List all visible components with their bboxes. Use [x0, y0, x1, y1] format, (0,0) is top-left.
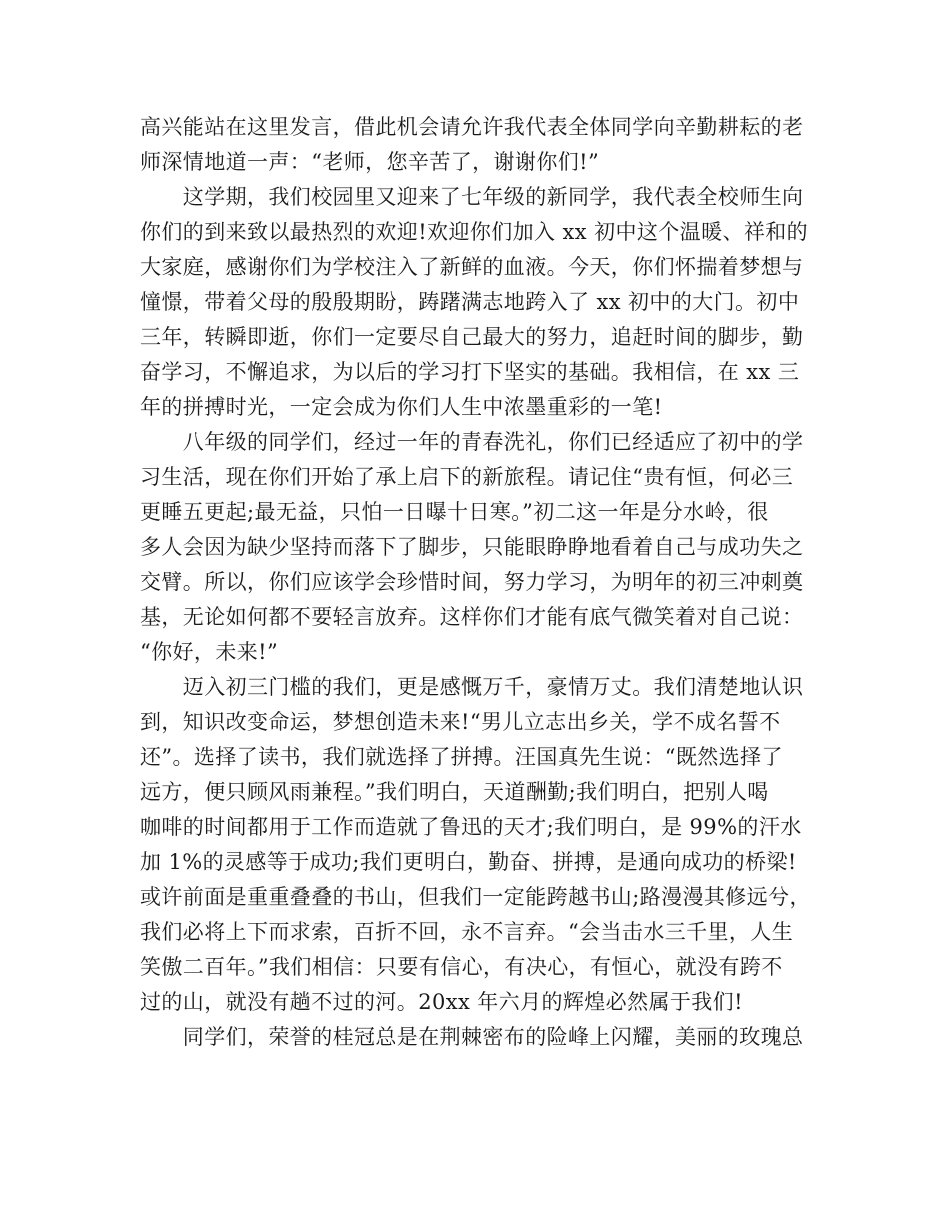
- text-line: “你好，未来!”: [140, 640, 279, 664]
- text-line: 到，知识改变命运，梦想创造未来!“男儿立志出乡关，学不成名誓不: [140, 710, 781, 734]
- text-line: 还”。选择了读书，我们就选择了拼搏。汪国真先生说：“既然选择了: [140, 745, 783, 769]
- text-line: 多人会因为缺少坚持而落下了脚步，只能眼睁睁地看着自己与成功失之: [140, 535, 804, 559]
- text-line: 这学期，我们校园里又迎来了七年级的新同学，我代表全校师生向: [140, 185, 804, 209]
- text-line: 笑傲二百年。”我们相信：只要有信心，有决心，有恒心，就没有跨不: [140, 955, 783, 979]
- paragraph: [140, 1020, 812, 1055]
- text-line: 远方，便只顾风雨兼程。”我们明白，天道酬勤;我们明白，把别人喝: [140, 780, 769, 804]
- text-line: 你们的到来致以最热烈的欢迎!欢迎你们加入 xx 初中这个温暖、祥和的: [140, 220, 809, 244]
- text-line: 加 1%的灵感等于成功;我们更明白，勤奋、拼搏，是通向成功的桥梁!: [140, 850, 797, 874]
- text-line: 八年级的同学们，经过一年的青春洗礼，你们已经适应了初中的学: [140, 430, 804, 454]
- document-body: [140, 110, 812, 1055]
- text-line: 高兴能站在这里发言，借此机会请允许我代表全体同学向辛勤耕耘的老: [140, 115, 804, 139]
- text-line: 迈入初三门槛的我们，更是感慨万千，豪情万丈。我们清楚地认识: [140, 675, 804, 699]
- text-line: 我们必将上下而求索，百折不回，永不言弃。“会当击水三千里，人生: [140, 920, 794, 944]
- text-line: 同学们，荣誉的桂冠总是在荆棘密布的险峰上闪耀，美丽的玫瑰总: [140, 1025, 804, 1049]
- text-line: 过的山，就没有趟不过的河。20xx 年六月的辉煌必然属于我们!: [140, 990, 743, 1014]
- text-line: 师深情地道一声：“老师，您辛苦了，谢谢你们!”: [140, 150, 600, 174]
- text-line: 奋学习，不懈追求，为以后的学习打下坚实的基础。我相信，在 xx 三: [140, 360, 800, 384]
- paragraph: [140, 180, 812, 425]
- text-line: 咖啡的时间都用于工作而造就了鲁迅的天才;我们明白，是 99%的汗水: [140, 815, 802, 839]
- text-line: 三年，转瞬即逝，你们一定要尽自己最大的努力，追赶时间的脚步，勤: [140, 325, 804, 349]
- text-line: 大家庭，感谢你们为学校注入了新鲜的血液。今天，你们怀揣着梦想与: [140, 255, 804, 279]
- paragraph: [140, 670, 812, 1020]
- text-line: 年的拼搏时光，一定会成为你们人生中浓墨重彩的一笔!: [140, 395, 663, 419]
- text-line: 更睡五更起;最无益，只怕一日曝十日寒。”初二这一年是分水岭，很: [140, 500, 769, 524]
- text-line: 基，无论如何都不要轻言放弃。这样你们才能有底气微笑着对自己说：: [140, 605, 804, 629]
- text-line: 或许前面是重重叠叠的书山，但我们一定能跨越书山;路漫漫其修远兮，: [140, 885, 811, 909]
- text-line: 习生活，现在你们开始了承上启下的新旅程。请记住“贵有恒，何必三: [140, 465, 794, 489]
- text-line: 交臂。所以，你们应该学会珍惜时间，努力学习，为明年的初三冲刺奠: [140, 570, 804, 594]
- paragraph: [140, 110, 812, 180]
- paragraph: [140, 425, 812, 670]
- text-line: 憧憬，带着父母的殷殷期盼，踌躇满志地跨入了 xx 初中的大门。初中: [140, 290, 800, 314]
